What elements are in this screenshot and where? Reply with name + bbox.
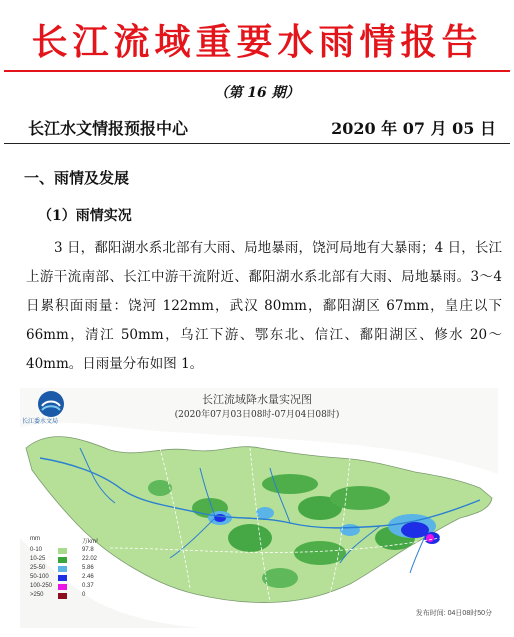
title-divider (4, 70, 510, 72)
legend-swatch (58, 557, 67, 563)
issue-number: （第 16 期） (214, 85, 300, 101)
header-divider (4, 143, 510, 144)
legend-swatch (58, 566, 67, 572)
department-name: 长江水文情报预报中心 (28, 119, 189, 138)
legend-area: 22.02 (82, 556, 98, 562)
legend-area: 5.86 (82, 565, 94, 571)
legend-area: 97.8 (82, 547, 94, 553)
rainfall-paragraph: 3 日，鄱阳湖水系北部有大雨、局地暴雨，饶河局地有大暴雨；4 日，长江上游干流南部、长江中游干流附近、鄱阳湖水系北部有大雨、局地暴雨。3～4 日累积面雨量：饶河 122mm，武汉 80mm，鄱阳湖区 67mm，皇庄以下 66mm，清江 50mm，乌江下游、鄂东北、信江、鄱阳湖区、修水 20～40mm。日雨量分布如图 1。 (26, 240, 502, 372)
rainfall-legend (0, 536, 120, 616)
legend-area: 0 (82, 592, 86, 598)
issue-time: 发布时间: 04日08时50分 (415, 610, 492, 617)
legend-swatch (58, 584, 67, 590)
map-subtitle: (2020年07月03日08时-07月04日08时) (174, 410, 340, 420)
legend-swatch (58, 593, 67, 599)
legend-area: 2.46 (82, 574, 94, 580)
subsection-heading: （1）雨情实况 (38, 208, 132, 224)
legend-range: 10-25 (30, 556, 46, 562)
report-title: 长江流域重要水雨情报告 (31, 21, 483, 63)
report-date: 2020 年 07 月 05 日 (331, 119, 496, 138)
legend-unit-mm: mm (30, 536, 40, 542)
legend-range: 100-250 (30, 583, 53, 589)
legend-swatch (58, 575, 67, 581)
legend-range: 0-10 (30, 547, 43, 553)
legend-unit-area: 万km² (82, 539, 98, 545)
section-heading: 一、雨情及发展 (24, 169, 130, 187)
legend-area: 0.37 (82, 583, 94, 589)
logo-caption: 长江委水文局 (22, 419, 59, 425)
legend-range: 50-100 (30, 574, 49, 580)
legend-swatch (58, 548, 67, 554)
legend-range: >250 (30, 592, 44, 598)
map-title: 长江流域降水量实况图 (202, 394, 312, 406)
legend-range: 25-50 (30, 565, 46, 571)
